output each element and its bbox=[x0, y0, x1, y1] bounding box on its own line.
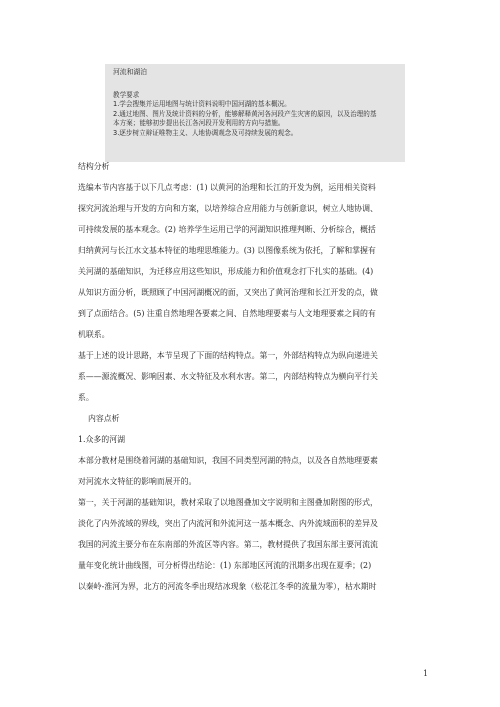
heading-content-analysis: 内容点析 bbox=[88, 414, 120, 423]
scan-requirement-line: 3.逐步树立辩证唯物主义、人地协调观念及可持续发展的观念。 bbox=[113, 128, 298, 137]
heading-rivers-lakes: 1.众多的河湖 bbox=[78, 435, 125, 444]
text-line: 淡化了内外流域的界线，突出了内流河和外流河这一基本概念、内外流域面积的差异及 bbox=[78, 519, 378, 528]
page-number: 1 bbox=[423, 669, 429, 678]
scan-section-heading: 教学要求 bbox=[113, 90, 140, 99]
text-line: 基于上述的设计思路，本节呈现了下面的结构特点。第一，外部结构特点为纵向递进关 bbox=[78, 351, 378, 360]
text-line: 到了点面结合。(5) 注重自然地理各要素之间、自然地理要素与人文地理要素之间的有 bbox=[78, 309, 376, 318]
text-line: 可持续发展的基本观念。(2) 培养学生运用已学的河湖知识推理判断、分析综合，概括 bbox=[78, 225, 376, 234]
text-line: 系。 bbox=[78, 393, 94, 402]
text-line: 第一，关于河湖的基础知识，教材采取了以地图叠加文字说明和主图叠加附图的形式， bbox=[78, 498, 378, 507]
text-line: 系——源流概况、影响因素、水文特征及水利水害。第二，内部结构特点为横向平行关 bbox=[78, 372, 378, 381]
scanned-header-image bbox=[105, 64, 405, 162]
text-line: 归纳黄河与长江水文基本特征的地理思维能力。(3) 以图像系统为依托，了解和掌握有 bbox=[78, 246, 376, 255]
text-line: 本部分教材是围绕着河湖的基础知识，我国不同类型河湖的特点，以及各自然地理要素 bbox=[78, 456, 378, 465]
scan-title: 河流和湖泊 bbox=[113, 68, 147, 76]
scan-requirement-line: 1.学会搜集并运用地图与统计资料说明中国河湖的基本概况。 bbox=[113, 100, 291, 109]
text-line: 从知识方面分析，既照顾了中国河湖概况的面，又突出了黄河治理和长江开发的点，做 bbox=[78, 288, 378, 297]
text-line: 关河湖的基础知识，为迁移应用这些知识，形成能力和价值观念打下扎实的基础。(4) bbox=[78, 267, 374, 276]
text-line: 我国的河流主要分布在东南部的外流区等内容。第二，教材提供了我国东部主要河流流 bbox=[78, 540, 378, 549]
scan-requirement-line: 2.通过地图、图片及统计资料的分析，能够解释黄河各河段产生灾害的原因，以及治理的基 bbox=[113, 109, 377, 118]
text-line: 选编本节内容基于以下几点考虑：(1) 以黄河的治理和长江的开发为例，运用相关资料 bbox=[78, 183, 376, 192]
text-line: 机联系。 bbox=[78, 330, 110, 339]
body-text bbox=[78, 156, 428, 597]
scan-requirement-line: 本方案；能够初步提出长江各河段开发利用的方向与措施。 bbox=[113, 119, 285, 128]
text-line: 对河流水文特征的影响而展开的。 bbox=[78, 477, 197, 486]
text-line: 以秦岭-淮河为界，北方的河流冬季出现结冰现象（松花江冬季的流量为零），枯水期时 bbox=[78, 582, 377, 591]
text-line: 量年变化统计曲线图，可分析得出结论：(1) 东部地区河流的汛期多出现在夏季；(2) bbox=[78, 561, 372, 570]
text-line: 探究河流治理与开发的方向和方案，以培养综合应用能力与创新意识，树立人地协调、 bbox=[78, 204, 378, 213]
heading-structure-analysis: 结构分析 bbox=[78, 162, 110, 171]
